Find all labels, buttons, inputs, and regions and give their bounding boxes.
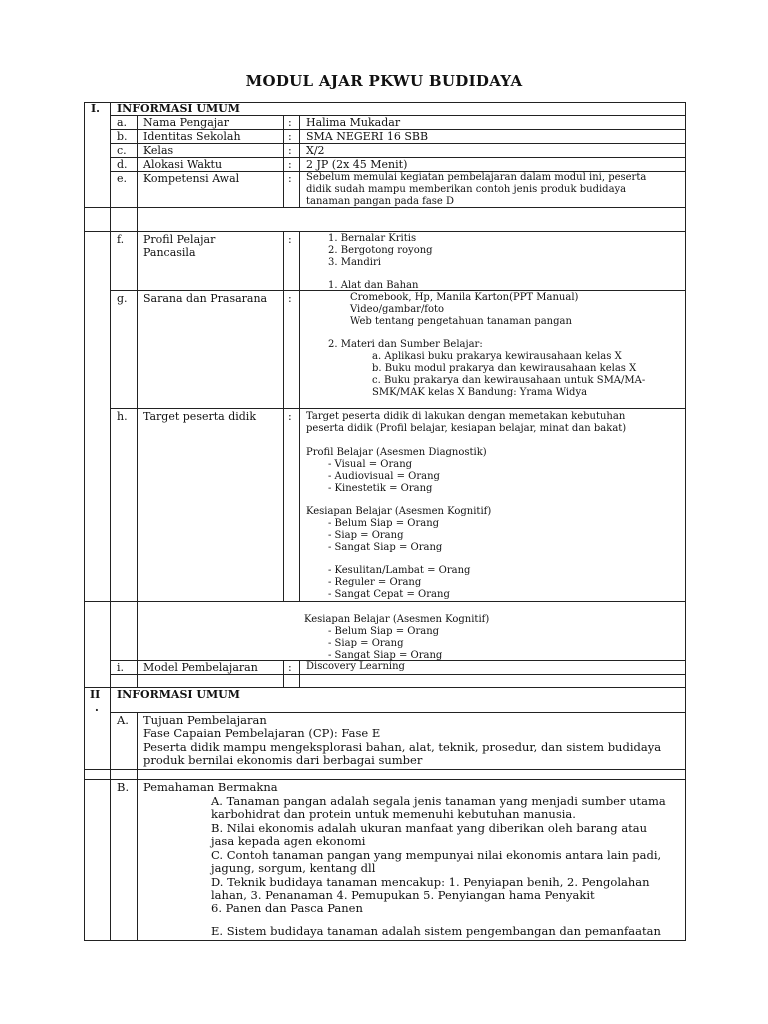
row-letter-b: b.: [117, 130, 128, 143]
pemahaman-line: B. Nilai ekonomis adalah ukuran manfaat yang diberikan oleh barang atau: [211, 821, 648, 835]
target-intro: peserta didik (Profil belajar, kesiapan belajar, minat dan bakat): [306, 423, 627, 434]
label-kompetensi-awal: Kompetensi Awal: [143, 172, 240, 185]
label-kelas: Kelas: [143, 144, 174, 157]
kesiapan-item: - Belum Siap = Orang: [328, 518, 440, 529]
kesulitan-item: - Reguler = Orang: [328, 577, 422, 588]
colon: :: [288, 158, 292, 171]
section-heading-2: INFORMASI UMUM: [117, 688, 240, 701]
kesiapan-repeat-item: - Siap = Orang: [328, 638, 404, 649]
row-letter-i: i.: [117, 661, 125, 674]
kesiapan-item: - Siap = Orang: [328, 530, 404, 541]
section-number-1: I.: [91, 102, 100, 115]
kesulitan-item: - Kesulitan/Lambat = Orang: [328, 565, 471, 576]
row-letter-B: B.: [117, 780, 130, 794]
pemahaman-line: C. Contoh tanaman pangan yang mempunyai nilai ekonomis antara lain padi,: [211, 848, 662, 862]
value-kompetensi-awal-line: didik sudah mampu memberikan contoh jenis produk budidaya: [306, 184, 627, 195]
profil-belajar-title: Profil Belajar (Asesmen Diagnostik): [306, 447, 487, 458]
kesiapan-repeat-item: - Belum Siap = Orang: [328, 626, 440, 637]
section-number-2-dot: .: [95, 701, 99, 714]
pemahaman-line: D. Teknik budidaya tanaman mencakup: 1. Penyiapan benih, 2. Pengolahan: [211, 875, 650, 889]
colon: :: [288, 292, 292, 305]
pemahaman-line: lahan, 3. Penanaman 4. Pemupukan 5. Penyiangan hama Penyakit: [211, 888, 595, 902]
sumber-item: c. Buku prakarya dan kewirausahaan untuk SMA/MA-: [372, 375, 646, 386]
pemahaman-line: A. Tanaman pangan adalah segala jenis tanaman yang menjadi sumber utama: [211, 794, 666, 808]
colon: :: [288, 661, 292, 674]
kesiapan-title: Kesiapan Belajar (Asesmen Kognitif): [306, 506, 492, 517]
kesiapan-repeat-title: Kesiapan Belajar (Asesmen Kognitif): [304, 614, 490, 625]
value-nama-pengajar: Halima Mukadar: [306, 116, 401, 129]
pemahaman-line: karbohidrat dan protein untuk memenuhi kebutuhan manusia.: [211, 807, 576, 821]
alat-item: Web tentang pengetahuan tanaman pangan: [350, 316, 572, 327]
tujuan-line: Tujuan Pembelajaran: [143, 713, 267, 727]
colon: :: [288, 144, 292, 157]
label-profil-pelajar: Pancasila: [143, 246, 196, 259]
row-letter-g: g.: [117, 292, 128, 305]
colon: :: [288, 172, 292, 185]
row-letter-h: h.: [117, 410, 128, 423]
tujuan-line: Peserta didik mampu mengeksplorasi bahan, alat, teknik, prosedur, dan sistem budidaya: [143, 740, 662, 754]
target-intro: Target peserta didik di lakukan dengan memetakan kebutuhan: [306, 411, 626, 422]
pemahaman-last: E. Sistem budidaya tanaman adalah sistem pengembangan dan pemanfaatan: [211, 924, 661, 938]
label-profil-pelajar: Profil Pelajar: [143, 233, 216, 246]
label-sarana-prasarana: Sarana dan Prasarana: [143, 292, 268, 305]
value-identitas-sekolah: SMA NEGERI 16 SBB: [306, 130, 429, 143]
row-letter-A: A.: [117, 713, 129, 727]
profil-belajar-item: - Visual = Orang: [328, 459, 413, 470]
tujuan-line: Fase Capaian Pembelajaran (CP): Fase E: [143, 726, 381, 740]
colon: :: [288, 116, 292, 129]
label-identitas-sekolah: Identitas Sekolah: [143, 130, 241, 143]
kesiapan-repeat-item: - Sangat Siap = Orang: [328, 650, 443, 661]
tujuan-line: produk bernilai ekonomis dari berbagai sumber: [143, 753, 423, 767]
colon: :: [288, 130, 292, 143]
profil-belajar-item: - Audiovisual = Orang: [328, 471, 440, 482]
alat-item: Cromebook, Hp, Manila Karton(PPT Manual): [350, 292, 579, 303]
section-heading-1: INFORMASI UMUM: [117, 102, 240, 115]
kesulitan-item: - Sangat Cepat = Orang: [328, 589, 450, 600]
value-alokasi-waktu: 2 JP (2x 45 Menit): [306, 158, 408, 171]
profil-item: 3. Mandiri: [328, 257, 381, 268]
sumber-subheading: 2. Materi dan Sumber Belajar:: [328, 339, 483, 350]
label-alokasi-waktu: Alokasi Waktu: [143, 158, 223, 171]
value-model-pembelajaran: Discovery Learning: [306, 661, 405, 672]
row-letter-f: f.: [117, 233, 125, 246]
profil-item: 2. Bergotong royong: [328, 245, 433, 256]
row-letter-a: a.: [117, 116, 128, 129]
row-letter-d: d.: [117, 158, 128, 171]
pemahaman-line: jagung, sorgum, kentang dll: [211, 861, 376, 875]
label-model-pembelajaran: Model Pembelajaran: [143, 661, 258, 674]
pemahaman-extra: 6. Panen dan Pasca Panen: [211, 901, 363, 915]
label-target-peserta: Target peserta didik: [143, 410, 256, 423]
alat-item: Video/gambar/foto: [350, 304, 445, 315]
value-kelas: X/2: [306, 144, 325, 157]
profil-belajar-item: - Kinestetik = Orang: [328, 483, 433, 494]
sarana-subheading: 1. Alat dan Bahan: [328, 280, 419, 291]
document-title: MODUL AJAR PKWU BUDIDAYA: [245, 72, 523, 90]
section-number-2: II: [90, 688, 101, 701]
pemahaman-line: jasa kepada agen ekonomi: [211, 834, 366, 848]
colon: :: [288, 233, 292, 246]
sumber-item: SMK/MAK kelas X Bandung: Yrama Widya: [372, 387, 588, 398]
row-letter-c: c.: [117, 144, 127, 157]
sumber-item: b. Buku modul prakarya dan kewirausahaan kelas X: [372, 363, 637, 374]
colon: :: [288, 410, 292, 423]
row-letter-e: e.: [117, 172, 128, 185]
value-kompetensi-awal-line: Sebelum memulai kegiatan pembelajaran dalam modul ini, peserta: [306, 172, 647, 183]
sumber-item: a. Aplikasi buku prakarya kewirausahaan kelas X: [372, 351, 622, 362]
label-nama-pengajar: Nama Pengajar: [143, 116, 229, 129]
value-kompetensi-awal-line: tanaman pangan pada fase D: [306, 196, 455, 207]
pemahaman-title: Pemahaman Bermakna: [143, 780, 278, 794]
profil-item: 1. Bernalar Kritis: [328, 233, 417, 244]
kesiapan-item: - Sangat Siap = Orang: [328, 542, 443, 553]
